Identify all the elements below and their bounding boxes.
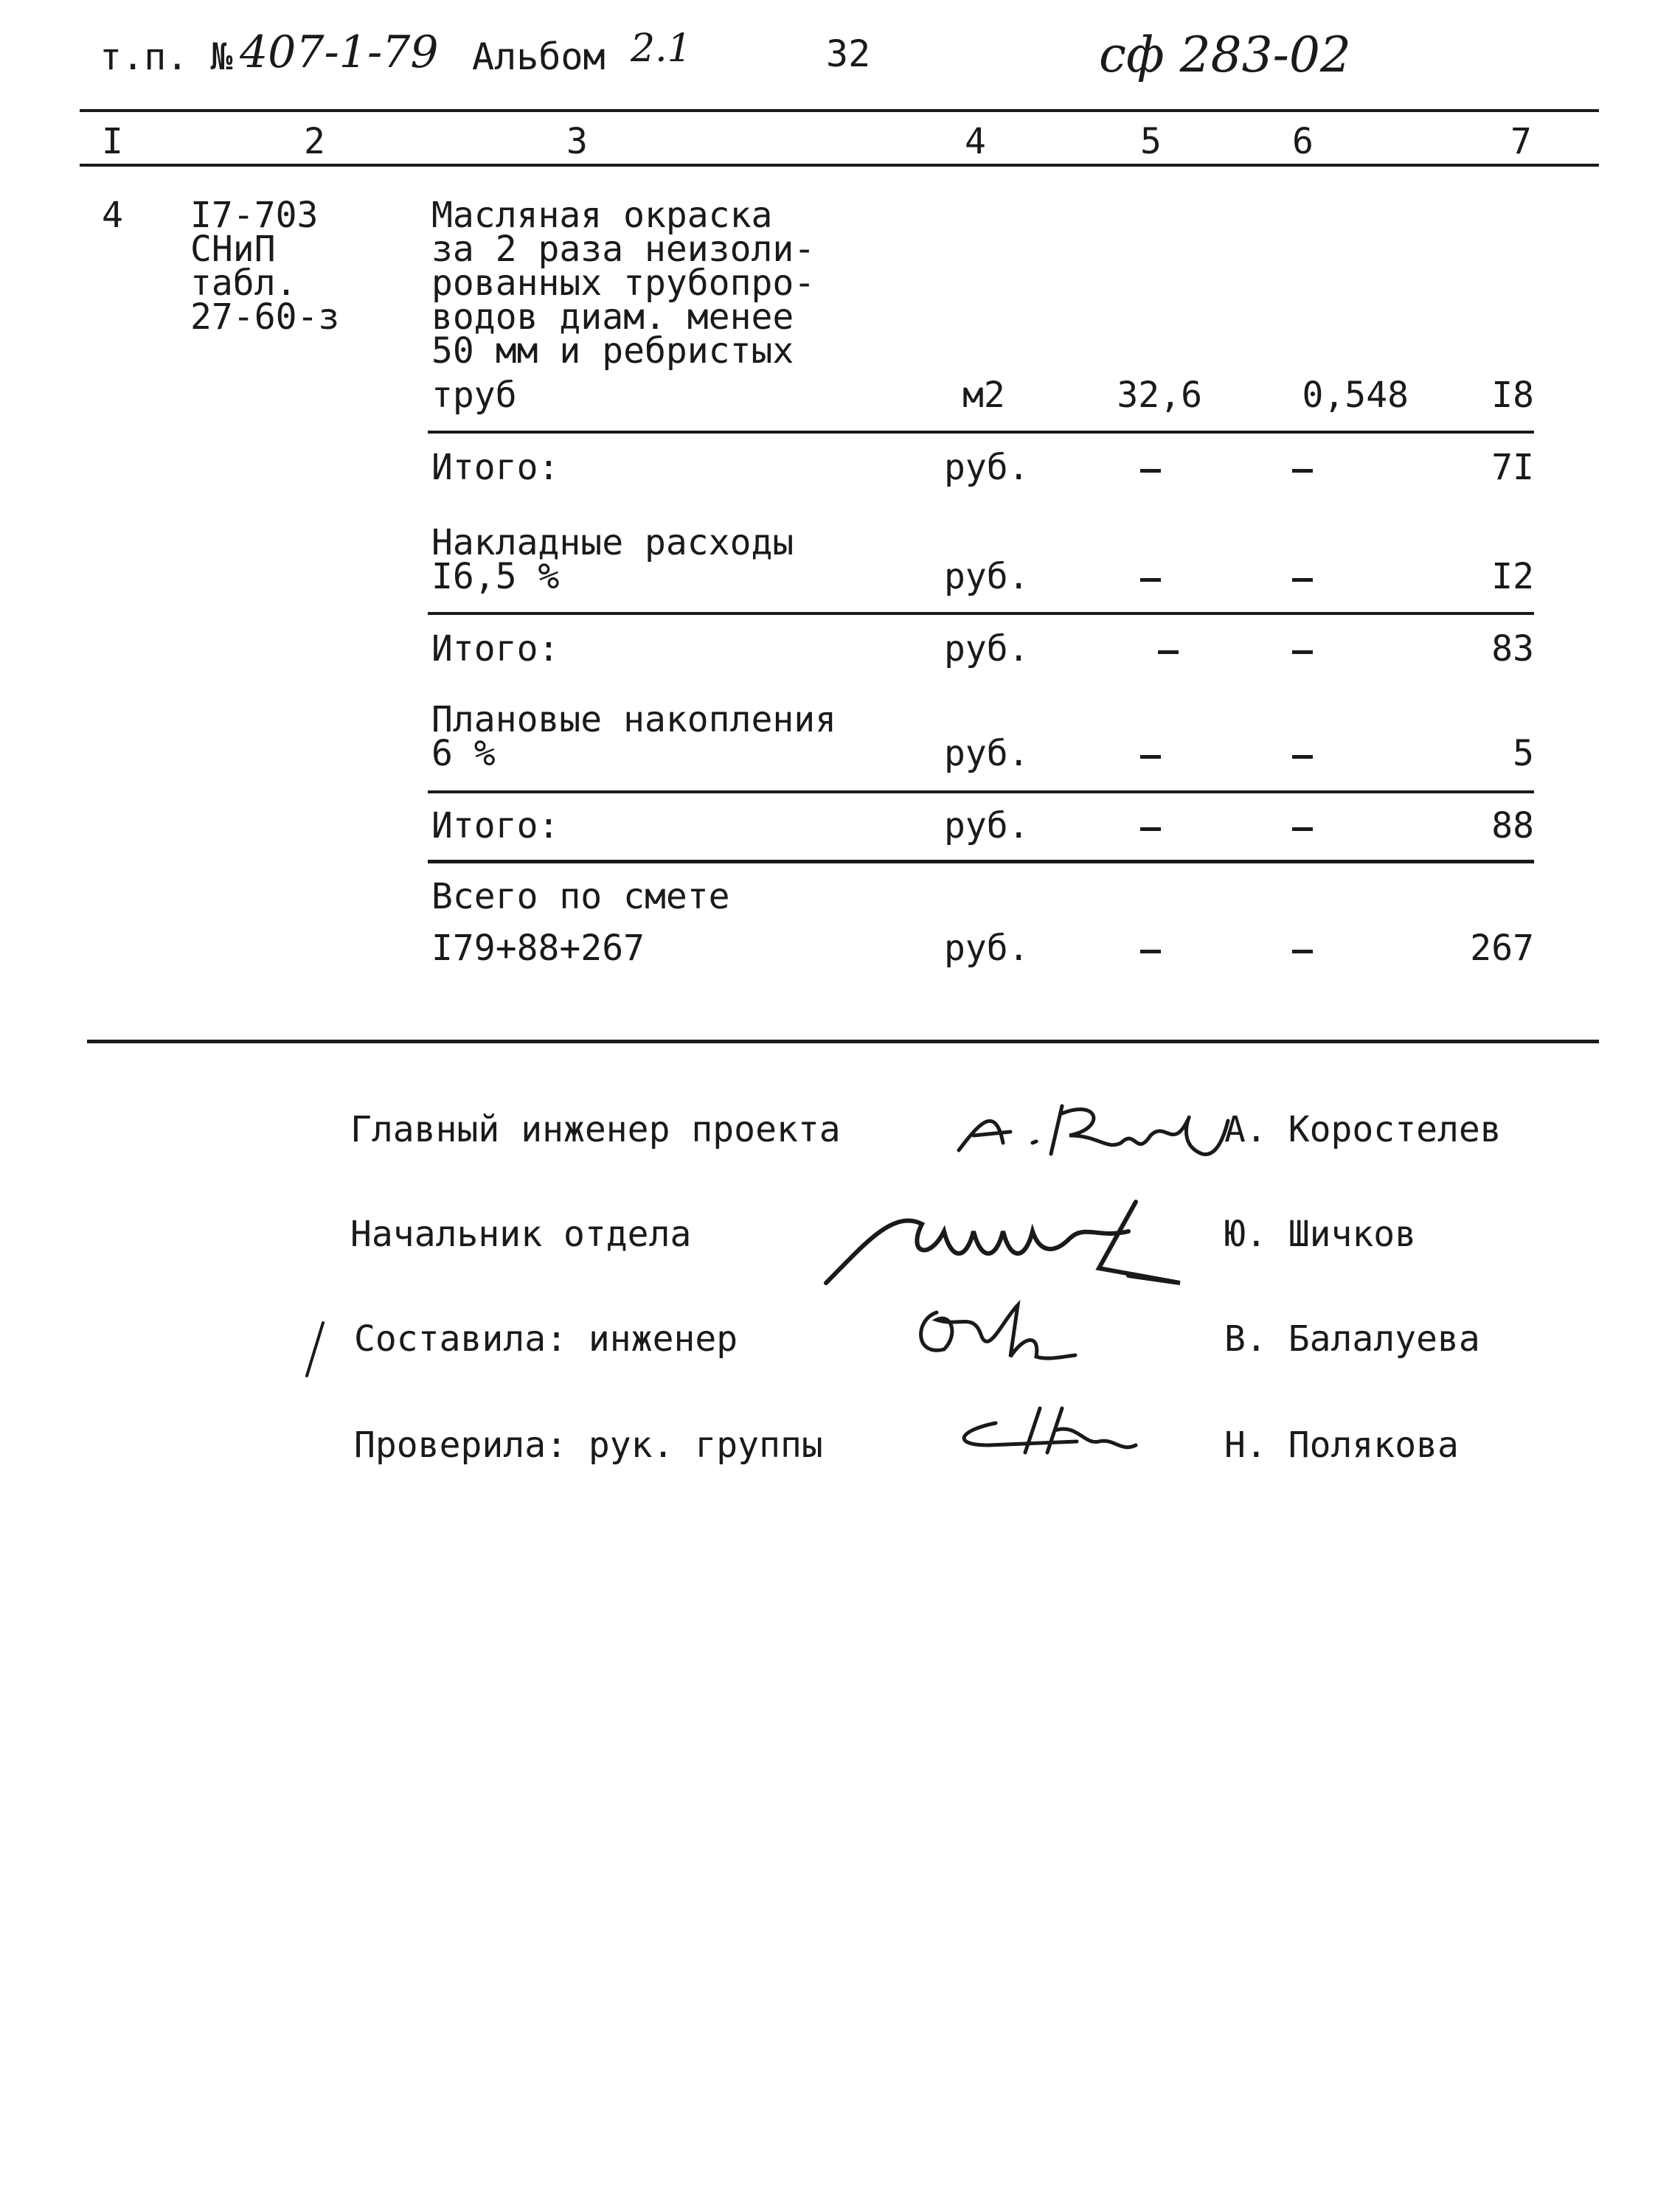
table-top-rule [80,109,1599,112]
summary-unit: руб. [944,447,1030,488]
summary-label: Накладные расходы [431,522,794,563]
summary-label: Итого: [431,447,560,488]
signature-name: Н. Полякова [1224,1425,1459,1466]
signature-role: Главный инженер проекта [350,1109,841,1150]
item-total: I8 [1491,375,1534,416]
summary-unit: руб. [944,928,1030,969]
item-reference-line-3: табл. [190,262,297,304]
summary-total: 267 [1470,928,1534,969]
summary-dash-col5 [1140,827,1161,831]
summary-dash-col5 [1140,755,1161,759]
signature-role: Проверила: рук. группы [354,1425,823,1466]
summary-total: 83 [1491,628,1534,669]
summary-unit: руб. [944,733,1030,774]
item-description-line-2: за 2 раза неизоли- [431,229,816,270]
summary-total: 7I [1491,447,1534,488]
item-number: 4 [102,195,123,236]
column-number-6: 6 [1292,121,1314,162]
signature-name: Ю. Шичков [1224,1214,1417,1255]
column-number-2: 2 [304,121,325,162]
header-project-number: 407-1-79 [240,27,439,78]
handwritten-signature-polyakova [951,1401,1143,1467]
handwritten-signature-korostelev [951,1091,1232,1172]
item-description-line-4: водов диам. менее [431,296,794,338]
column-number-4: 4 [965,121,986,162]
summary-dash-col6 [1292,469,1313,473]
item-description-line-6: труб [431,375,517,416]
row-rule [428,612,1534,615]
column-number-3: 3 [566,121,588,162]
summary-dash-col6 [1292,578,1313,582]
handwritten-signature-shichkov [819,1180,1187,1298]
summary-dash-col5 [1140,578,1161,582]
summary-total: 88 [1491,805,1534,846]
item-reference-line-2: СНиП [190,229,276,270]
table-header-rule [80,164,1599,167]
column-number-7: 7 [1510,121,1532,162]
summary-dash-col6 [1292,950,1313,953]
summary-label-line-2: 6 % [431,733,496,774]
item-unit-cost: 0,548 [1302,375,1409,416]
signature-name: А. Коростелев [1224,1109,1502,1150]
header-prefix: т.п. № [100,35,233,78]
item-unit: м2 [962,375,1005,416]
summary-dash-col5 [1158,650,1179,654]
summary-dash-col5 [1140,469,1161,473]
summary-label: Плановые накопления [431,699,837,740]
summary-label: Итого: [431,805,560,846]
header-page-number: 32 [826,32,871,75]
handwritten-signature-balalueva [907,1290,1077,1371]
summary-unit: руб. [944,805,1030,846]
summary-label: Итого: [431,628,560,669]
signature-role: Составила: инженер [354,1318,738,1360]
row-rule [428,860,1534,863]
item-reference-line-1: I7-703 [190,195,319,236]
summary-label: Всего по смете [431,876,730,917]
signature-role: Начальник отдела [350,1214,692,1255]
summary-label-line-2: I6,5 % [431,556,560,597]
summary-total: 5 [1513,733,1534,774]
summary-dash-col6 [1292,827,1313,831]
summary-total: I2 [1491,556,1534,597]
item-description-line-5: 50 мм и ребристых [431,330,794,372]
item-reference-line-4: 27-60-з [190,296,340,338]
column-number-5: 5 [1140,121,1162,162]
summary-unit: руб. [944,628,1030,669]
row-rule [428,790,1534,793]
summary-dash-col6 [1292,755,1313,759]
column-number-1: I [102,121,123,162]
header-document-code: сф 283-02 [1099,27,1351,83]
summary-label-line-2: I79+88+267 [431,928,645,969]
item-description-line-3: рованных трубопро- [431,262,816,304]
item-quantity: 32,6 [1117,375,1202,416]
summary-dash-col6 [1292,650,1313,654]
summary-unit: руб. [944,556,1030,597]
item-description-line-1: Масляная окраска [431,195,773,236]
margin-pen-mark [304,1320,326,1379]
signature-name: В. Балалуева [1224,1318,1480,1360]
header-album-number: 2.1 [631,27,692,71]
summary-dash-col5 [1140,950,1161,953]
table-bottom-rule [87,1040,1599,1043]
header-album-label: Альбом [472,35,606,78]
row-rule [428,431,1534,434]
